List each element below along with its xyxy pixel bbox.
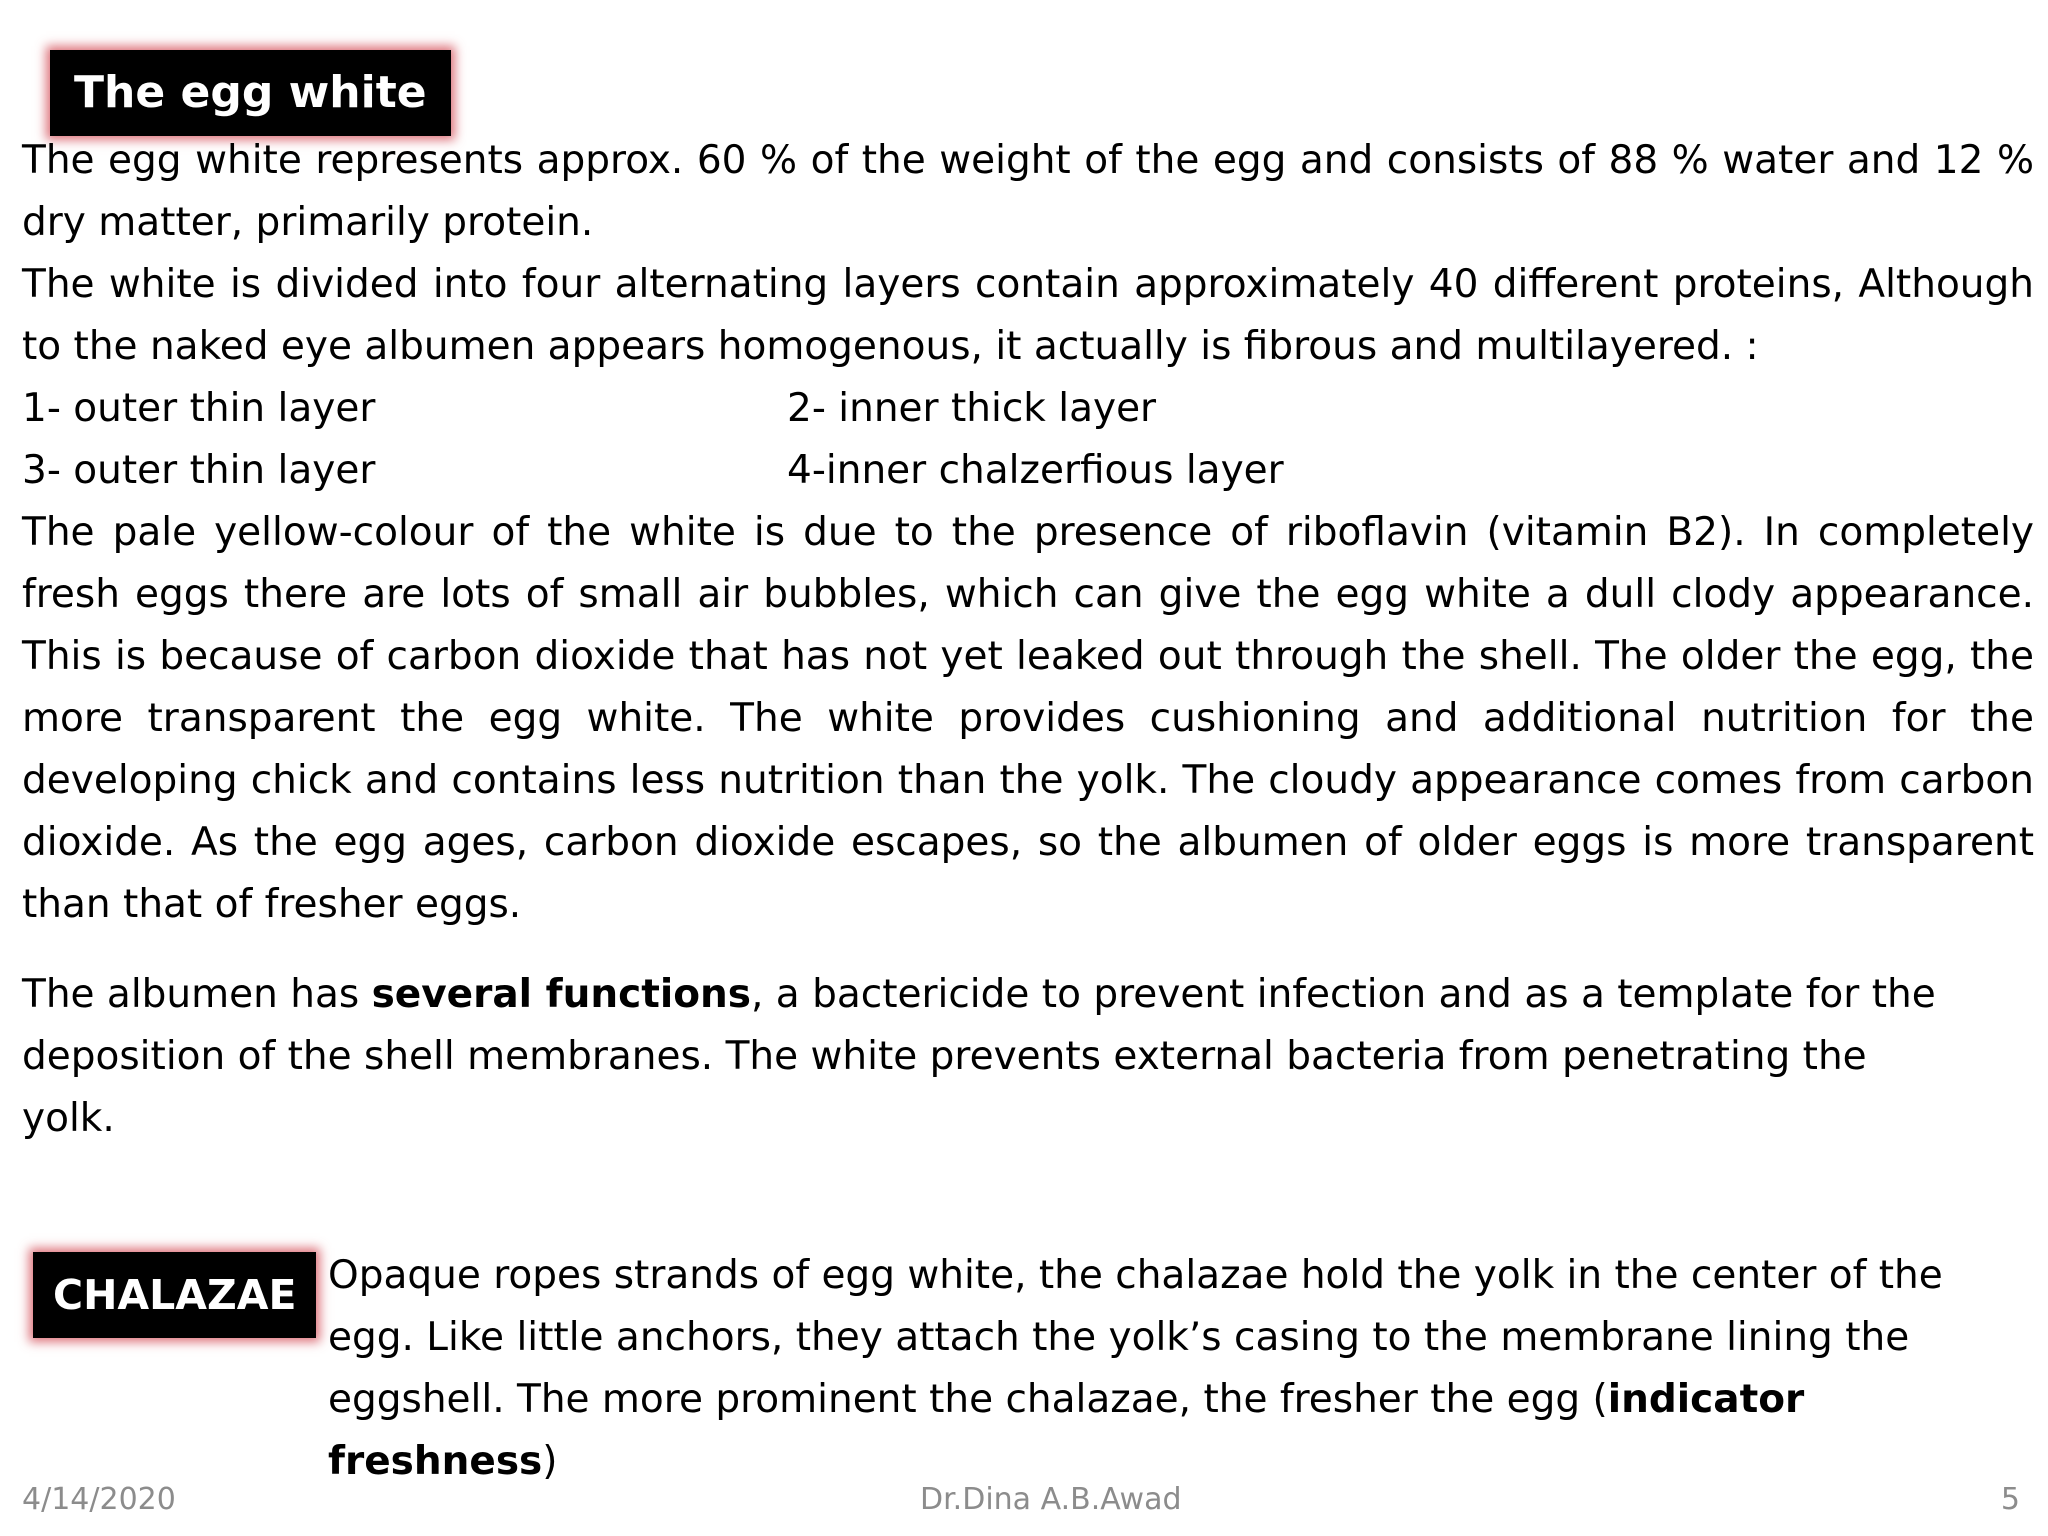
layers-row	[22, 378, 2034, 440]
functions-text-after: , a bactericide to prevent infection and as a template for the deposition of the shell membranes. The white prevents external bacteria from penetrating the yolk.	[22, 972, 1936, 1141]
functions-text-before: The albumen has	[22, 972, 372, 1017]
main-text-block	[22, 130, 2034, 1150]
footer-page-number: 5	[2000, 1482, 2020, 1517]
layer-item: 2- inner thick layer	[787, 386, 1157, 431]
layer-item: 3- outer thin layer	[22, 448, 376, 493]
intro-paragraph: The egg white represents approx. 60 % of the weight of the egg and consists of 88 % water and 12 % dry matter, primarily protein.	[22, 138, 2034, 245]
chalazae-heading: CHALAZAE	[33, 1252, 316, 1338]
layer-item: 1- outer thin layer	[22, 386, 376, 431]
colour-paragraph: The pale yellow-colour of the white is due to the presence of riboflavin (vitamin B2). In completely fresh eggs there are lots of small air bubbles, which can give the egg white a dull clody appearance. This is because of carbon dioxide that has not yet leaked out through the shell. The older the egg, the more transparent the egg white. The white provides cushioning and additional nutrition for the developing chick and contains less nutrition than the yolk. The cloudy appearance comes from carbon dioxide. As the egg ages, carbon dioxide escapes, so the albumen of older eggs is more transparent than that of fresher eggs.	[22, 510, 2034, 927]
footer-author: Dr.Dina A.B.Awad	[920, 1482, 1182, 1517]
layers-row	[22, 440, 2034, 502]
footer-date: 4/14/2020	[22, 1482, 176, 1517]
chalazae-paragraph	[328, 1245, 2008, 1493]
chalazae-text-bold: indicator freshness	[328, 1377, 1805, 1484]
functions-paragraph	[22, 964, 1962, 1150]
functions-text-bold: several functions	[371, 972, 752, 1017]
chalazae-text: Opaque ropes strands of egg white, the chalazae hold the yolk in the center of the egg. Like little anchors, they attach the yolk’s casing to the membrane lining the eggshell. The more prominent the chalazae, the fresher the egg (	[328, 1253, 1943, 1422]
slide-title: The egg white	[50, 50, 451, 136]
layer-item: 4-inner chalzerfious layer	[787, 448, 1284, 493]
layers-intro-paragraph: The white is divided into four alternating layers contain approximately 40 different proteins, Although to the naked eye albumen appears homogenous, it actually is fibrous and multilayered. :	[22, 262, 2034, 369]
chalazae-text-end: )	[542, 1439, 558, 1484]
